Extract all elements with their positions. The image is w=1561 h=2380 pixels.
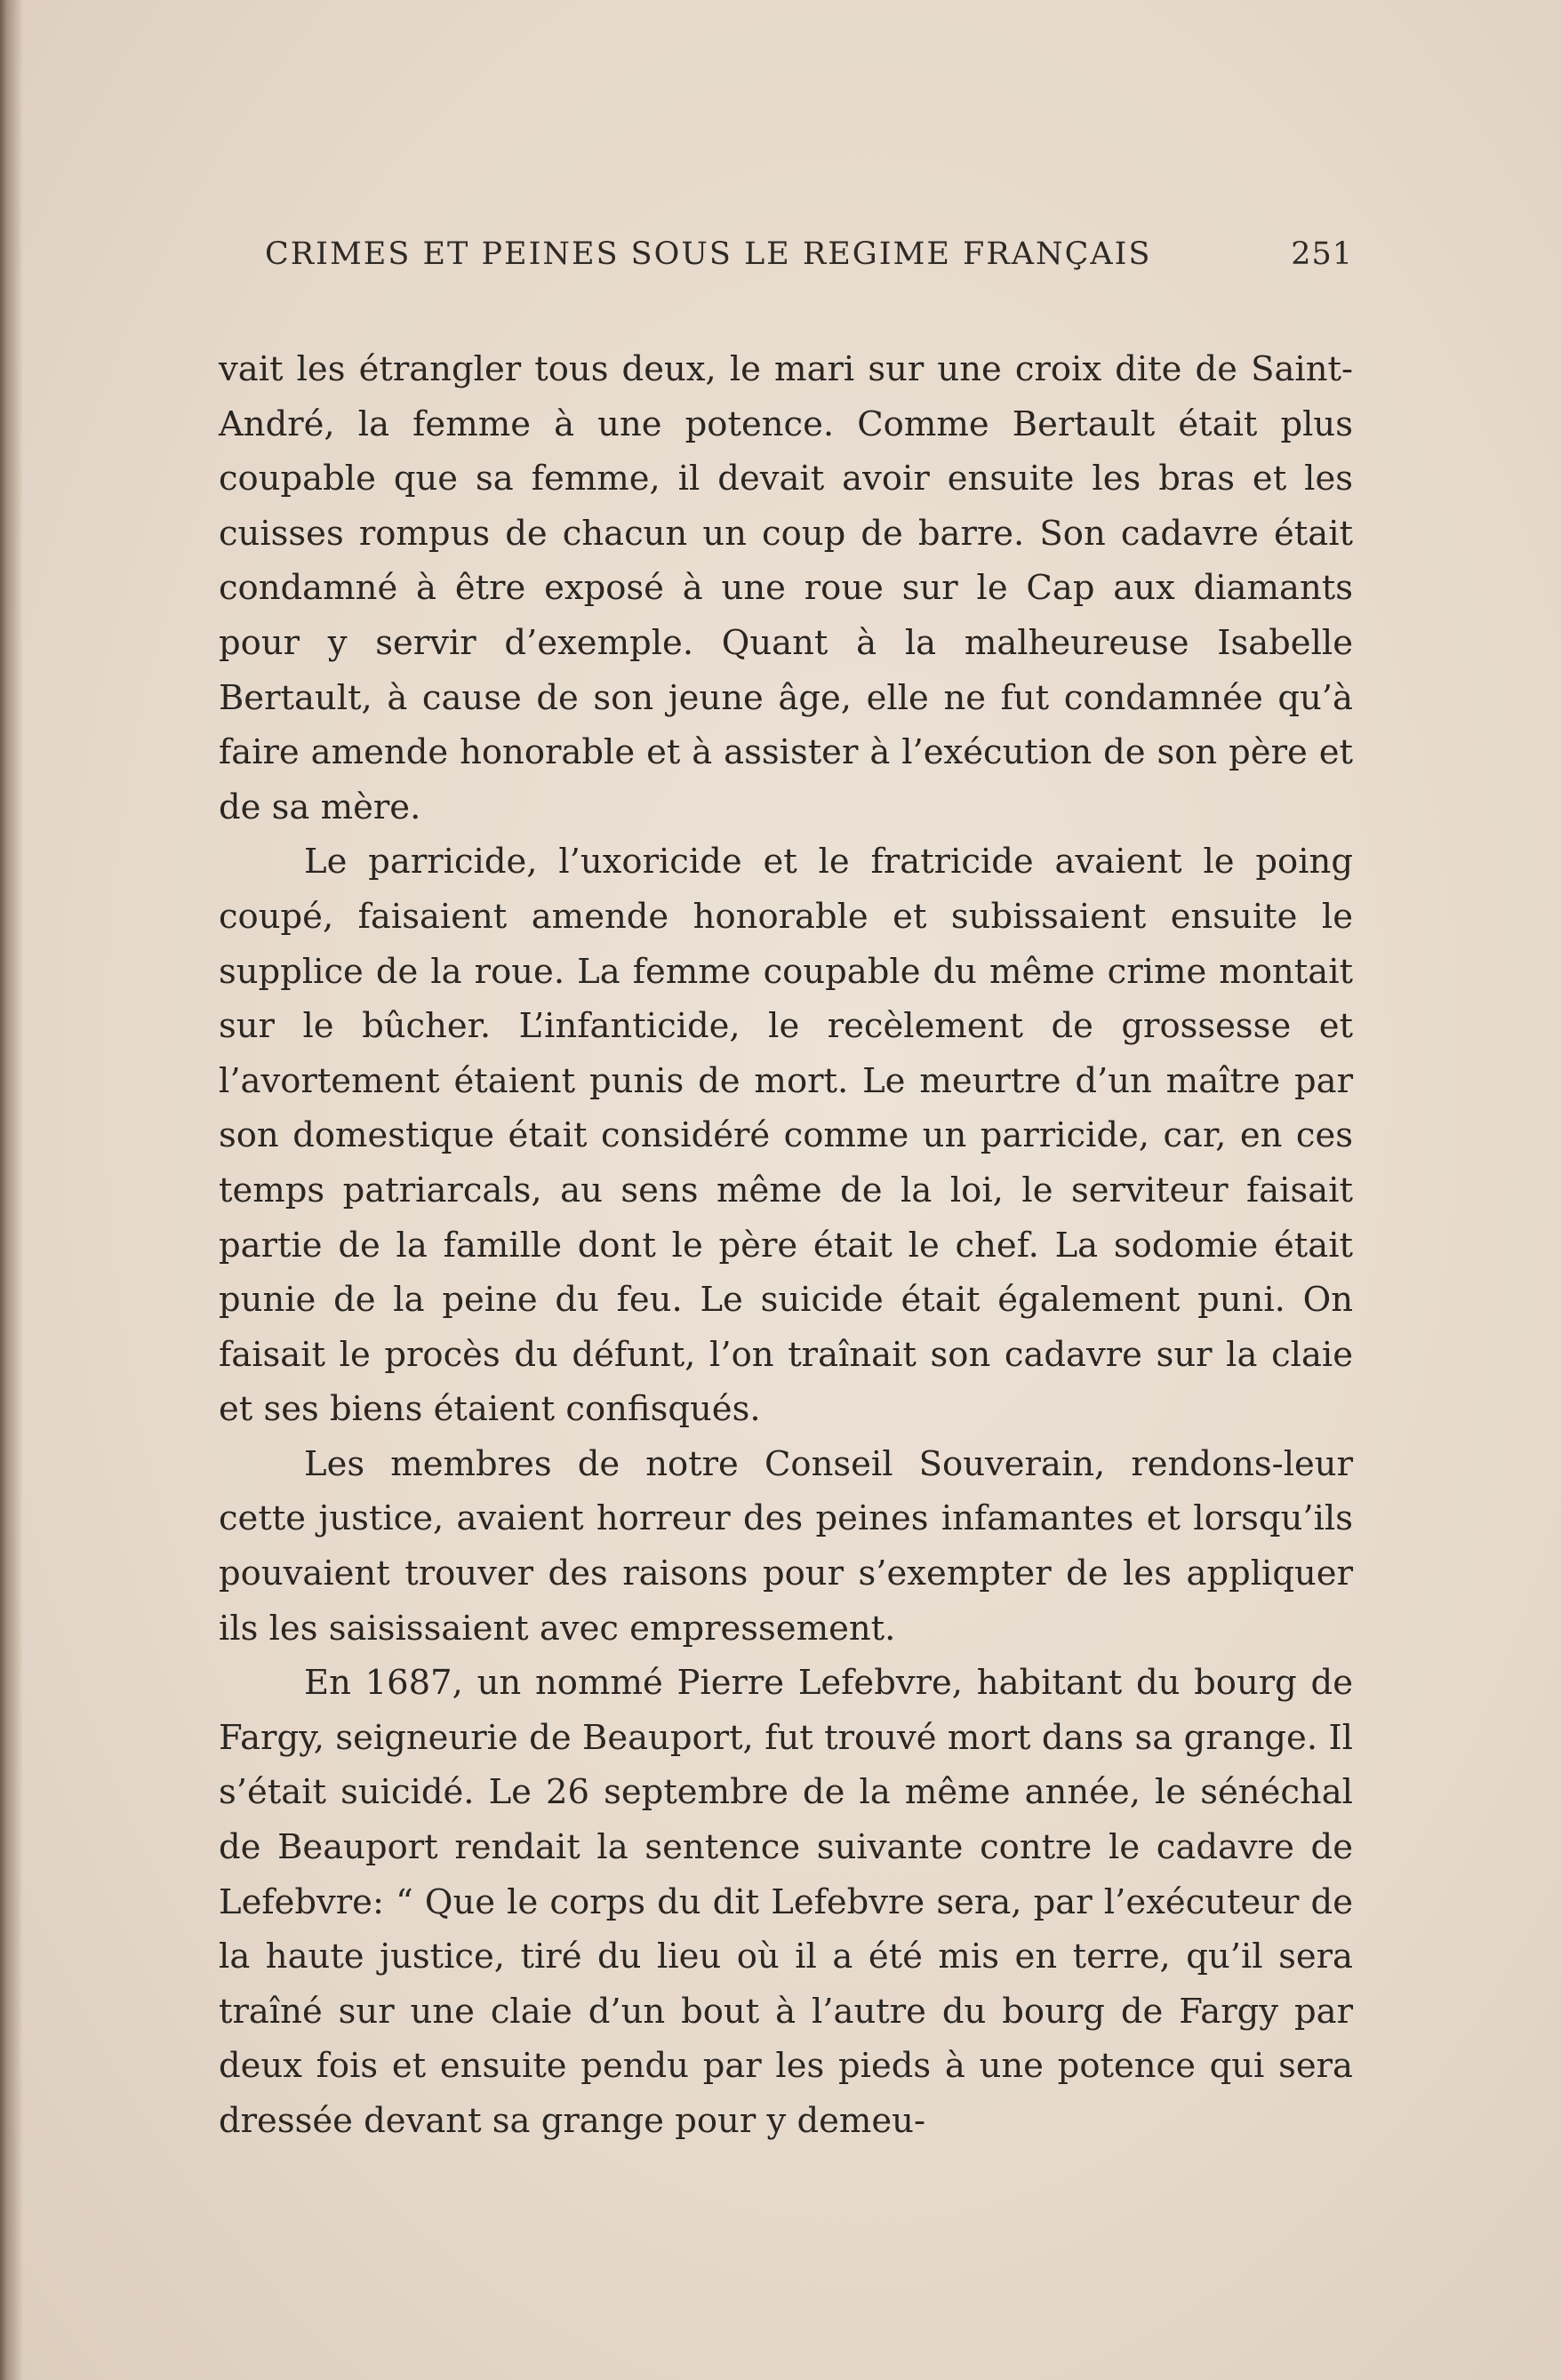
spine-shadow — [0, 0, 23, 2380]
paragraph-lefebvre: En 1687, un nommé Pierre Lefebvre, habitant du bourg de Fargy, seigneurie de Beauport, fut trouvé mort dans sa grange. Il s’était suicidé. Le 26 septembre de la même année, le sénéchal de Beauport rendait la sentence suivante contre le cadavre de Lefebvre: “ Que le corps du dit Lefebvre sera, par l’exécuteur de la haute justice, tiré du lieu où il a été mis en terre, qu’il sera traîné sur une claie d’un bout à l’autre du bourg de Fargy par deux fois et ensuite pendu par les pieds à une potence qui sera dressée devant sa grange pour y demeu- — [219, 1663, 1353, 2141]
body-text — [219, 342, 1353, 2149]
paragraph-continued: vait les étrangler tous deux, le mari sur une croix dite de Saint-André, la femme à une potence. Comme Bertault était plus coupable que sa femme, il devait avoir ensuite les bras et les cuisses rompus de chacun un coup de barre. Son cadavre était condamné à être exposé à une roue sur le Cap aux diamants pour y servir d’exemple. Quant à la malheureuse Isabelle Bertault, à cause de son jeune âge, elle ne fut condamnée qu’à faire amende honorable et à assister à l’exécution de son père et de sa mère. — [219, 349, 1353, 827]
paragraph-conseil-souverain: Les membres de notre Conseil Souverain, rendons-leur cette justice, avaient horreur des peines infamantes et lorsqu’ils pouvaient trouver des raisons pour s’exempter de les appliquer ils les saisissaient avec empressement. — [219, 1443, 1353, 1649]
running-head — [265, 236, 1353, 290]
page-number: 251 — [1291, 236, 1353, 272]
paragraph-parricide: Le parricide, l’uxoricide et le fratricide avaient le poing coupé, faisaient amende honorable et subissaient ensuite le supplice de la roue. La femme coupable du même crime montait sur le bûcher. L’infanticide, le recèlement de grossesse et l’avortement étaient punis de mort. Le meurtre d’un maître par son domestique était considéré comme un parricide, car, en ces temps patriarcals, au sens même de la loi, le serviteur faisait partie de la famille dont le père était le chef. La sodomie était punie de la peine du feu. Le suicide était également puni. On faisait le procès du défunt, l’on traînait son cadavre sur la claie et ses biens étaient confisqués. — [219, 842, 1353, 1430]
running-head-title: CRIMES ET PEINES SOUS LE REGIME FRANÇAIS — [265, 236, 1152, 272]
